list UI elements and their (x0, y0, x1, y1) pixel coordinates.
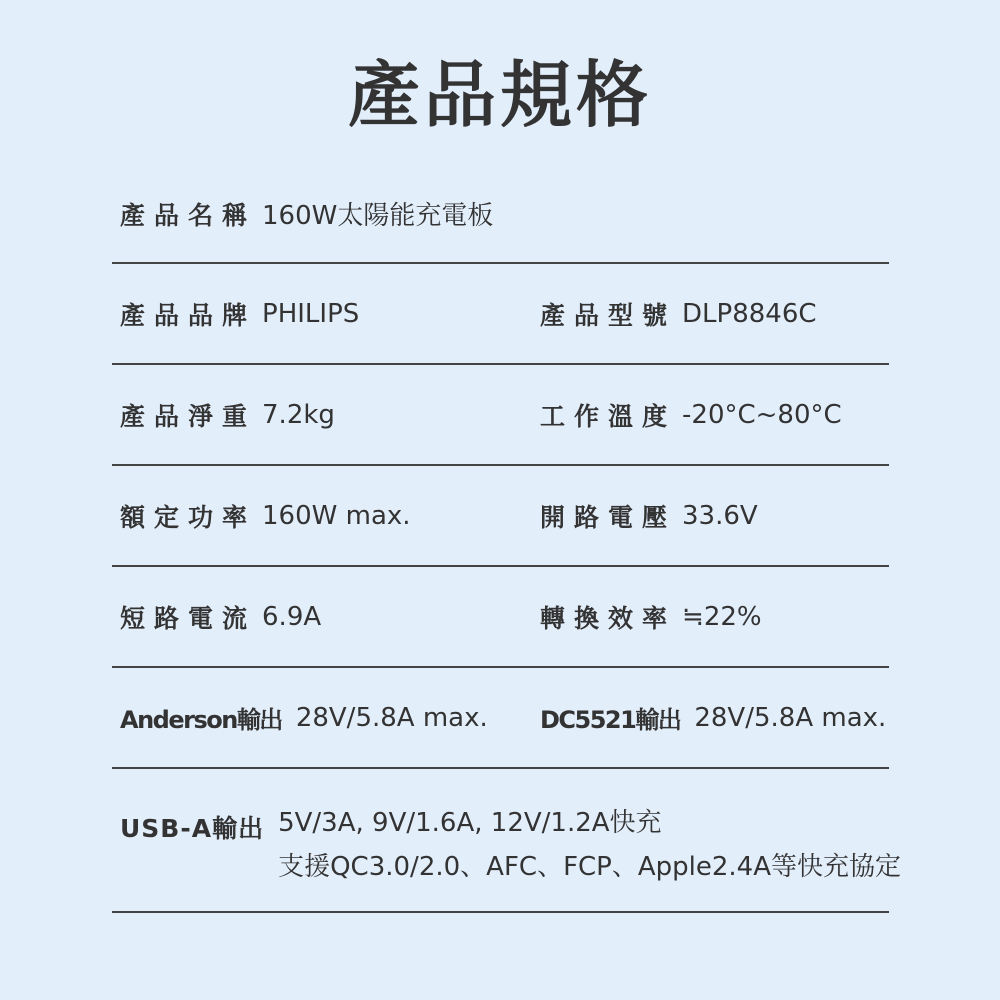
spec-value-usb-line2: 支援QC3.0/2.0、AFC、FCP、Apple2.4A等快充協定 (278, 852, 902, 882)
spec-label-dc: DC5521輸出 (540, 706, 681, 734)
spec-label-current: 短路電流 (120, 603, 257, 633)
spec-cell-anderson (120, 668, 488, 767)
spec-value-anderson: 28V/5.8A max. (295, 702, 488, 733)
spec-row-brand-model (112, 264, 889, 365)
spec-label-power: 額定功率 (120, 502, 257, 532)
spec-value-weight: 7.2kg (262, 399, 335, 430)
spec-label-voltage: 開路電壓 (540, 502, 677, 532)
spec-value-usb-line1: 5V/3A, 9V/1.6A, 12V/1.2A快充 (278, 808, 662, 838)
spec-cell-brand (120, 264, 359, 363)
spec-label-anderson: Anderson輸出 (120, 706, 282, 734)
spec-cell-temp (540, 365, 842, 464)
spec-table (112, 165, 902, 913)
spec-value-brand: PHILIPS (262, 298, 360, 329)
spec-label-brand: 產品品牌 (120, 300, 257, 330)
spec-value-voltage: 33.6V (682, 500, 758, 531)
spec-label-usb: USB-A輸出 (120, 814, 265, 843)
spec-value-power: 160W max. (262, 500, 411, 531)
spec-cell-power (120, 466, 411, 565)
spec-row-outputs (112, 668, 889, 769)
spec-cell-current (120, 567, 321, 666)
spec-label-temp: 工作溫度 (540, 401, 677, 431)
spec-label-model: 產品型號 (540, 300, 677, 330)
spec-value-dc: 28V/5.8A max. (694, 702, 887, 733)
spec-cell-voltage (540, 466, 758, 565)
spec-cell-name (120, 165, 493, 262)
spec-cell-efficiency (540, 567, 762, 666)
spec-value-efficiency: ≒22% (682, 601, 762, 632)
spec-label-efficiency: 轉換效率 (540, 603, 677, 633)
spec-cell-usb (120, 769, 901, 911)
spec-label-weight: 產品淨重 (120, 401, 257, 431)
spec-cell-dc (540, 668, 886, 767)
spec-value-usb (278, 801, 901, 889)
spec-row-name (112, 165, 889, 264)
spec-row-power-voltage (112, 466, 889, 567)
spec-value-temp: -20°C~80°C (682, 399, 842, 430)
page-title: 產品規格 (347, 53, 652, 137)
spec-cell-weight (120, 365, 335, 464)
spec-row-usb (112, 769, 902, 913)
spec-cell-model (540, 264, 817, 363)
spec-value-model: DLP8846C (682, 298, 817, 329)
spec-label-name: 產品名稱 (120, 200, 257, 230)
spec-value-name: 160W太陽能充電板 (262, 201, 494, 231)
spec-row-current-efficiency (112, 567, 889, 668)
spec-value-current: 6.9A (262, 601, 322, 632)
spec-row-weight-temp (112, 365, 889, 466)
